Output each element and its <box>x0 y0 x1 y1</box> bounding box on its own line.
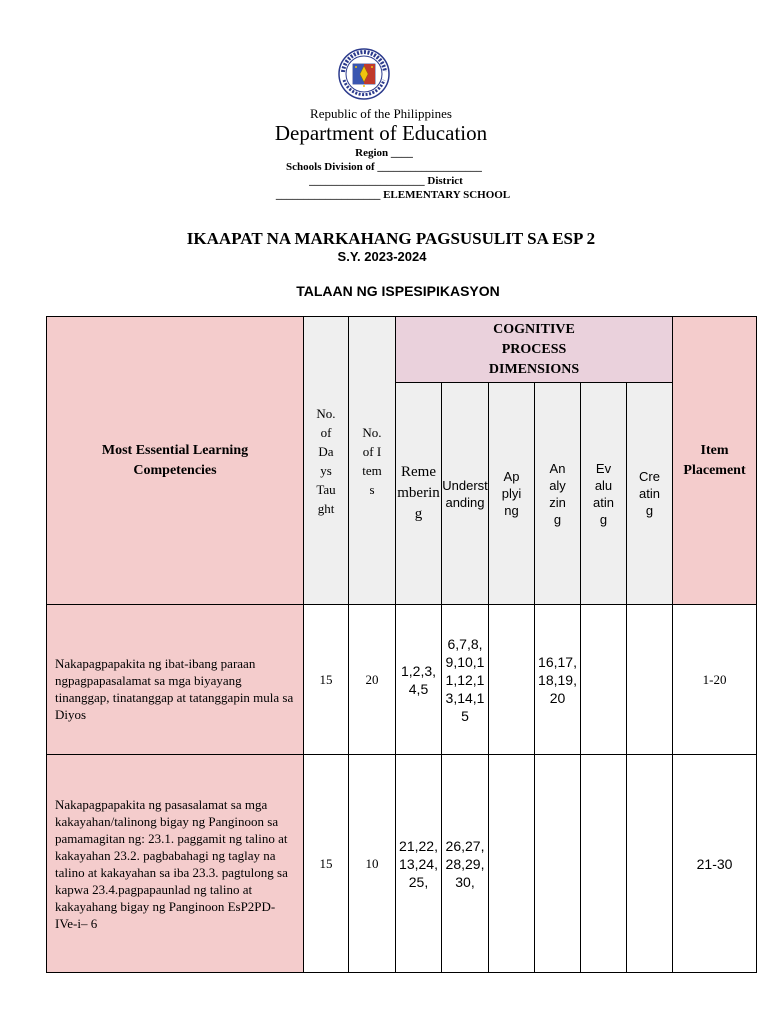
region-line: Region ____ <box>355 147 413 159</box>
understanding-cell: 6,7,8,9,10,11,12,13,14,15 <box>442 605 489 755</box>
school-year: S.Y. 2023-2024 <box>337 249 427 264</box>
table-title: TALAAN NG ISPESIPIKASYON <box>296 283 500 299</box>
competency-cell: Nakapagpapakita ng pasasalamat sa mga kakayahan/talinong bigay ng Panginoon sa pamamagitan ng: 23.1. paggamit ng talino at kakayahan 23.2. pagbabahagi ng taglay na talino at kakayahan sa iba 23.3. pagtulong sa kapwa 23.4.pagpapaunlad ng talino at kakayahang bigay ng Panginoon EsP2PD-IVe-i– 6 <box>47 755 304 973</box>
remembering-cell: 21,22,13,24,25, <box>396 755 442 973</box>
exam-title: IKAAPAT NA MARKAHANG PAGSUSULIT SA ESP 2 <box>186 229 596 248</box>
creating-cell <box>627 755 673 973</box>
days-cell: 15 <box>304 605 349 755</box>
header-no-of-items: No. of Items <box>349 317 396 605</box>
evaluating-cell <box>581 605 627 755</box>
analyzing-cell: 16,17,18,19,20 <box>535 605 581 755</box>
header-competencies: Most Essential Learning Competencies <box>47 317 304 605</box>
table-of-specifications <box>46 316 757 973</box>
understanding-cell: 26,27,28,29,30, <box>442 755 489 973</box>
applying-cell <box>489 605 535 755</box>
header-remembering: Remembering <box>396 383 442 605</box>
header-analyzing: Analyzing <box>535 383 581 605</box>
placement-cell: 1-20 <box>673 605 757 755</box>
items-cell: 10 <box>349 755 396 973</box>
school-line: ___________________ ELEMENTARY SCHOOL <box>275 189 511 201</box>
header-applying: Applying <box>489 383 535 605</box>
header-evaluating: Evaluating <box>581 383 627 605</box>
days-cell: 15 <box>304 755 349 973</box>
republic-label: Republic of the Philippines <box>310 106 452 121</box>
header-item-placement: Item Placement <box>673 317 757 605</box>
table-row <box>47 605 757 755</box>
header-understanding: Understanding <box>442 383 489 605</box>
division-line: Schools Division of ___________________ <box>286 161 482 173</box>
items-cell: 20 <box>349 605 396 755</box>
district-line: _____________________ District <box>309 175 463 187</box>
evaluating-cell <box>581 755 627 973</box>
deped-seal-logo <box>338 48 390 100</box>
creating-cell <box>627 605 673 755</box>
placement-cell: 21-30 <box>673 755 757 973</box>
department-title: Department of Education <box>274 121 488 145</box>
header-creating: Creating <box>627 383 673 605</box>
competency-cell: Nakapagpapakita ng ibat-ibang paraan ngpagpapasalamat sa mga biyayang tinanggap, tinatanggap at tatanggapin mula sa Diyos <box>47 605 304 755</box>
header-cognitive-dimensions: COGNITIVE PROCESS DIMENSIONS <box>396 317 673 383</box>
applying-cell <box>489 755 535 973</box>
table-row <box>47 755 757 973</box>
analyzing-cell <box>535 755 581 973</box>
header-days-taught: No. of Days Taught <box>304 317 349 605</box>
remembering-cell: 1,2,3,4,5 <box>396 605 442 755</box>
